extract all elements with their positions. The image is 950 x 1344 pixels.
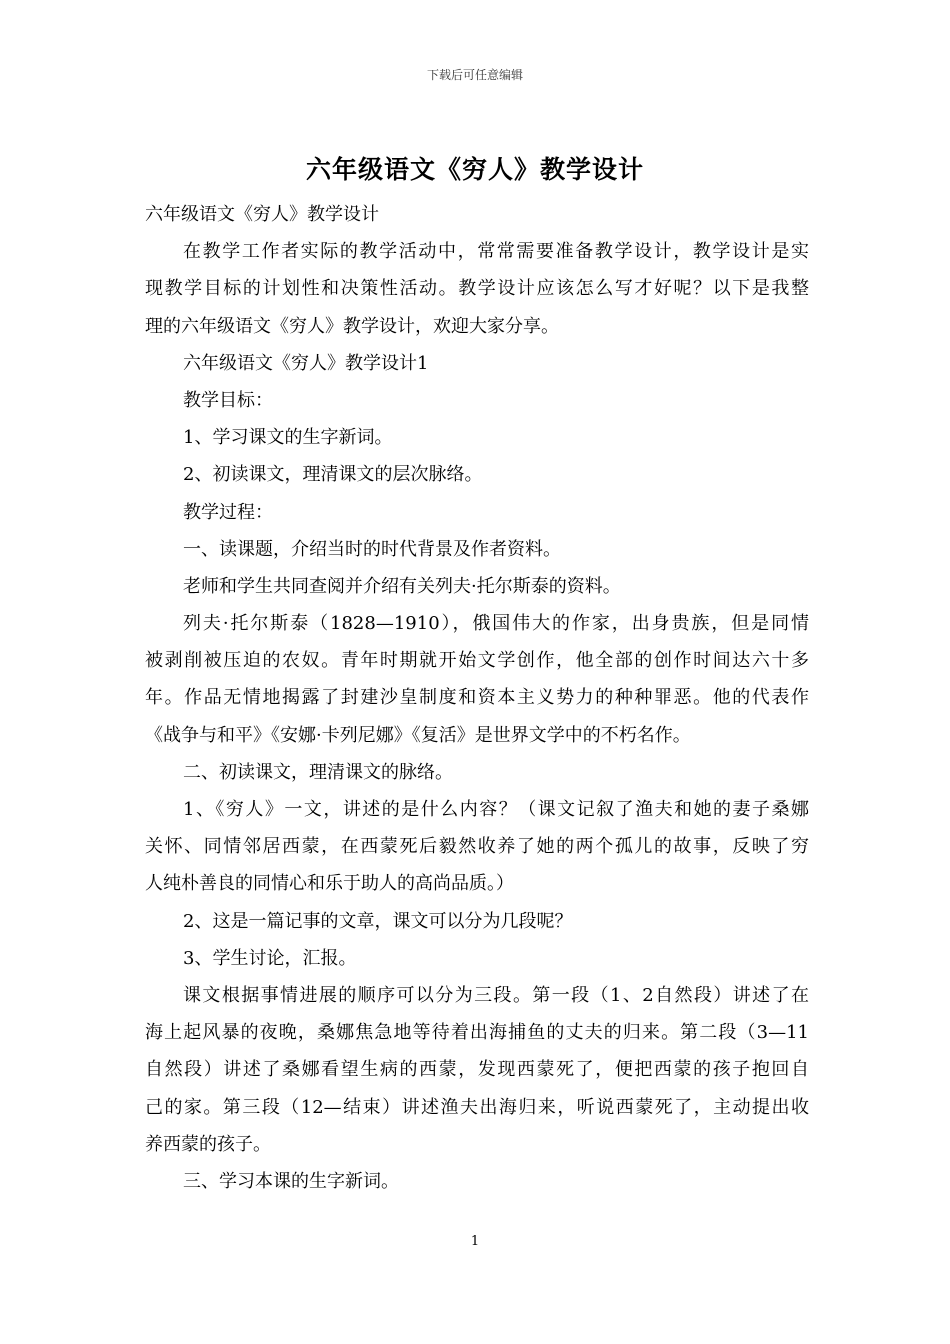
text-line: 养西蒙的孩子。: [145, 1133, 271, 1155]
text-line: 3、学生讨论，汇报。: [183, 947, 357, 969]
text-line: 人纯朴善良的同情心和乐于助人的高尚品质。）: [145, 873, 514, 895]
text-line: 1、《穷人》一文，讲述的是什么内容？（课文记叙了渔夫和她的妻子桑娜: [183, 799, 809, 820]
text-line: 三、学习本课的生字新词。: [183, 1170, 399, 1192]
text-line: 2、初读课文，理清课文的层次脉络。: [183, 464, 483, 486]
text-line: 己的家。第三段（12—结束）讲述渔夫出海归来，听说西蒙死了，主动提出收: [145, 1096, 809, 1118]
text-line: 教学过程：: [183, 501, 273, 523]
text-line: 老师和学生共同查阅并介绍有关列夫·托尔斯泰的资料。: [183, 575, 621, 597]
text-line: 列夫·托尔斯泰（1828—1910），俄国伟大的作家，出身贵族，但是同情: [183, 613, 809, 635]
text-line: 在教学工作者实际的教学活动中，常常需要准备教学设计，教学设计是实: [183, 241, 809, 263]
text-line: 海上起风暴的夜晚，桑娜焦急地等待着出海捕鱼的丈夫的归来。第二段（3—11: [145, 1022, 809, 1044]
page-header-note: 下载后可任意编辑: [426, 68, 523, 82]
text-line: 理的六年级语文《穷人》教学设计，欢迎大家分享。: [145, 315, 559, 337]
text-line: 教学目标：: [183, 389, 273, 411]
text-line: 一、读课题，介绍当时的时代背景及作者资料。: [183, 538, 561, 560]
text-line: 1、学习课文的生字新词。: [183, 427, 393, 449]
text-line: 《战争与和平》《安娜·卡列尼娜》《复活》是世界文学中的不朽名作。: [145, 724, 691, 746]
text-line: 课文根据事情进展的顺序可以分为三段。第一段（1、2自然段）讲述了在: [183, 984, 809, 1006]
document-title: 六年级语文《穷人》教学设计: [305, 155, 644, 184]
text-line: 被剥削被压迫的农奴。青年时期就开始文学创作，他全部的创作时间达六十多: [145, 650, 809, 672]
text-line: 自然段）讲述了桑娜看望生病的西蒙，发现西蒙死了，便把西蒙的孩子抱回自: [145, 1059, 809, 1081]
text-line: 关怀、同情邻居西蒙，在西蒙死后毅然收养了她的两个孤儿的故事，反映了穷: [145, 836, 809, 858]
text-line: 六年级语文《穷人》教学设计: [145, 204, 379, 225]
text-line: 六年级语文《穷人》教学设计1: [183, 352, 429, 374]
text-line: 年。作品无情地揭露了封建沙皇制度和资本主义势力的种种罪恶。他的代表作: [145, 687, 809, 709]
page-number: 1: [470, 1234, 480, 1249]
text-line: 现教学目标的计划性和决策性活动。教学设计应该怎么写才好呢？以下是我整: [145, 278, 809, 300]
text-line: 2、这是一篇记事的文章，课文可以分为几段呢？: [183, 910, 573, 932]
text-line: 二、初读课文，理清课文的脉络。: [183, 761, 453, 783]
document-body: [145, 196, 809, 1200]
